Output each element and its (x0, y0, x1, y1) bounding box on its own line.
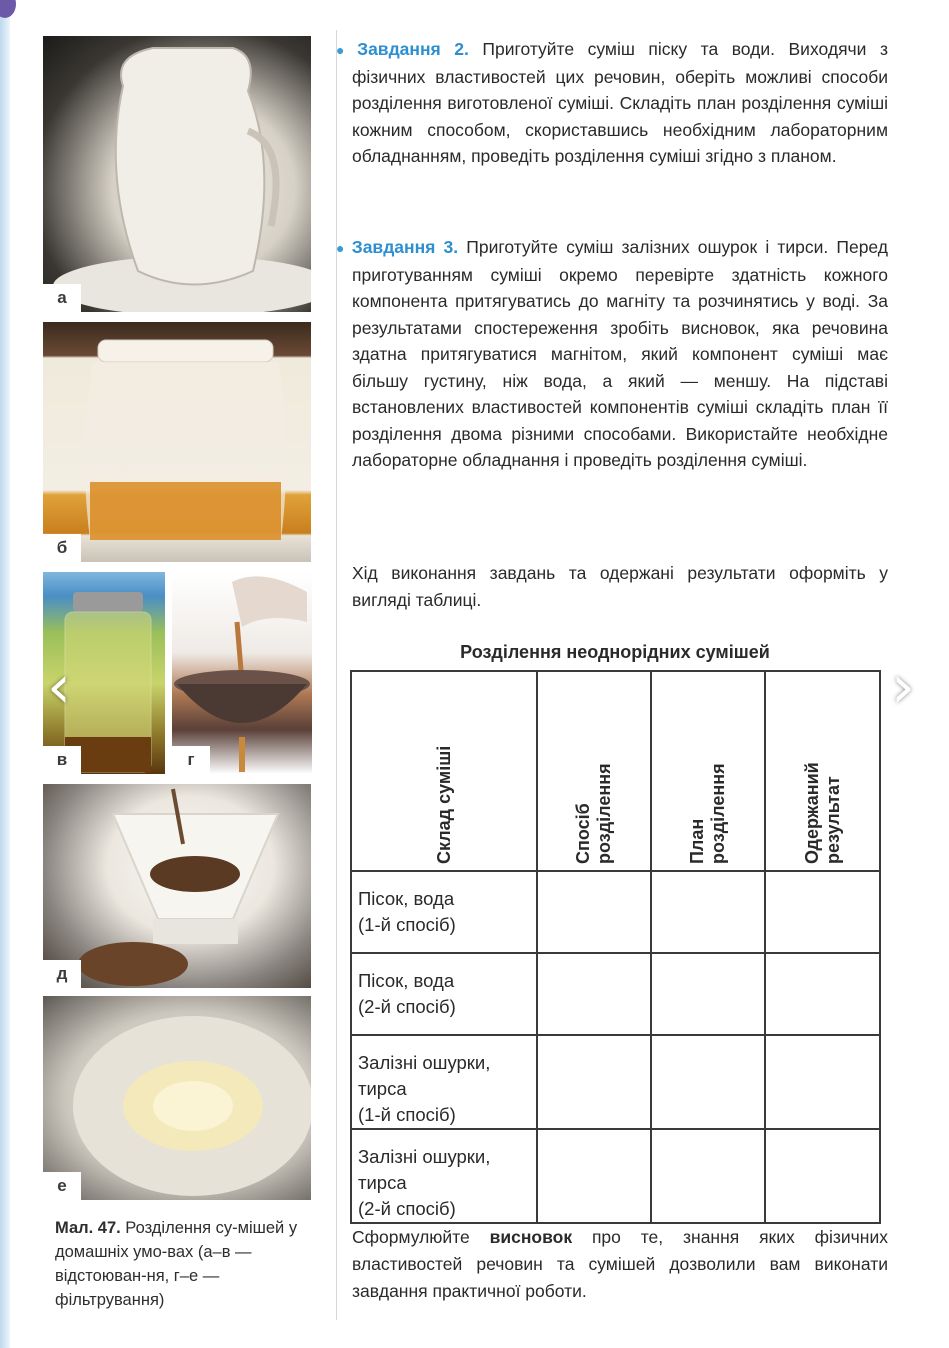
empty-cell (765, 871, 880, 953)
photo-label: б (43, 534, 81, 562)
photo-a-milk-jug (43, 36, 311, 312)
page-edge (0, 0, 10, 1348)
empty-cell (651, 1035, 765, 1129)
task-2-text: Приготуйте суміш піску та води. Виходячи з фізичних властивостей цих речовин, оберіть можливі способи розділення виготовленої суміші. Складіть план розділення суміші кожним способом, скориставшись необхідним лабораторним обладнанням, проведіть розділення суміші згідно з планом. (352, 39, 888, 166)
task-3-text: Приготуйте суміш залізних ошурок і тирси. Перед приготуванням суміші окремо перевірте здатність кожного компонента притягуватись до магніту та розчинятись у воді. За результатами спостереження зробіть висновок, яка речовина здатна притягуватися магнітом, який компонент суміші має більшу густину, ніж вода, а який — меншу. На підставі встановлених властивостей компонентів суміші складіть план її розділення двома різними способами. Використайте необхідне лабораторне обладнання і проведіть розділення суміші. (352, 237, 888, 470)
conclusion-bold: висновок (489, 1227, 573, 1247)
empty-cell (537, 1129, 651, 1223)
header-cell (351, 671, 537, 871)
header-cell (651, 671, 765, 871)
previous-page-chevron-icon[interactable]: ‹ (47, 652, 71, 722)
photo-label: е (43, 1172, 81, 1200)
instruction-text: Хід виконання завдань та одержані результати оформіть у вигляді таблиці. (352, 563, 888, 610)
empty-cell (537, 953, 651, 1035)
empty-cell (651, 871, 765, 953)
conclusion-text (352, 1224, 888, 1305)
table-row (351, 953, 880, 1035)
next-page-chevron-icon[interactable]: › (891, 652, 915, 722)
strainer-illustration (172, 572, 312, 774)
task-3-title: Завдання 3. (351, 237, 459, 257)
empty-cell (765, 1035, 880, 1129)
row-label: Залізні ошурки, тирса (1-й спосіб) (351, 1035, 537, 1129)
bullet-icon: ● (336, 42, 354, 58)
coffee-filter-illustration (43, 784, 311, 988)
photo-label: г (172, 746, 210, 774)
header-cell (537, 671, 651, 871)
conclusion-before: Сформулюйте (352, 1227, 490, 1247)
conclusion-after: про те, знання яких фізичних властивостей речовин та сумішей дозволили вам виконати завдання практичної роботи. (352, 1227, 888, 1301)
task-2 (336, 36, 888, 170)
photo-g-strainer (172, 572, 312, 774)
header-result: Одержаний результат (801, 762, 843, 864)
table-row (351, 1035, 880, 1129)
row-label: Пісок, вода (2-й спосіб) (351, 953, 537, 1035)
empty-cell (765, 1129, 880, 1223)
caption-prefix: Мал. 47. (55, 1219, 121, 1237)
header-plan: План розділення (687, 763, 728, 864)
table-row (351, 1129, 880, 1223)
photo-b-jar (43, 322, 311, 562)
empty-cell (537, 1035, 651, 1129)
row-label: Залізні ошурки, тирса (2-й спосіб) (351, 1129, 537, 1223)
figure-caption (55, 1216, 310, 1312)
photo-d-coffee-filter (43, 784, 311, 988)
task-2-title: Завдання 2. (357, 39, 469, 59)
photo-label: а (43, 284, 81, 312)
row-label: Пісок, вода (1-й спосіб) (351, 871, 537, 953)
empty-cell (537, 871, 651, 953)
separation-table (350, 670, 881, 1224)
empty-cell (765, 953, 880, 1035)
cheesecloth-illustration (43, 996, 311, 1200)
photo-e-cheesecloth (43, 996, 311, 1200)
task-3 (336, 234, 888, 474)
empty-cell (651, 953, 765, 1035)
jug-illustration (43, 36, 311, 312)
empty-cell (651, 1129, 765, 1223)
jar-illustration (43, 322, 311, 562)
header-composition: Склад суміші (433, 745, 454, 864)
corner-decoration (0, 0, 16, 18)
header-cell (765, 671, 880, 871)
photo-label: в (43, 746, 81, 774)
caption-text: Розділення су-мішей у домашніх умо-вах (а–в — відстоюван-ня, г–е — фільтрування) (55, 1219, 298, 1309)
table-header-row (351, 671, 880, 871)
photo-label: д (43, 960, 81, 988)
table-row (351, 871, 880, 953)
column-divider (336, 30, 337, 1320)
bullet-icon: ● (336, 240, 348, 256)
table-title: Розділення неоднорідних сумішей (460, 642, 770, 662)
header-method: Спосіб розділення (573, 763, 614, 864)
